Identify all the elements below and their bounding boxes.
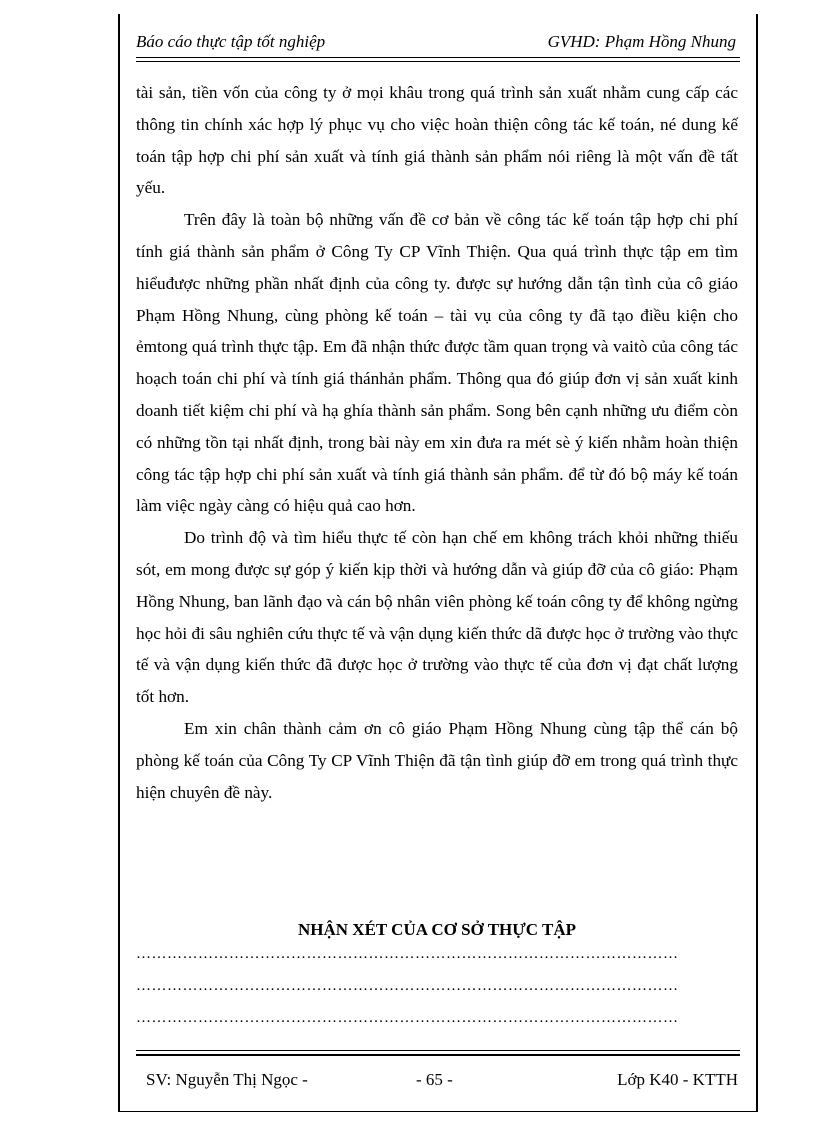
header-rule [136, 57, 740, 58]
footer-rule-thick [136, 1054, 740, 1056]
footer-class: Lớp K40 - KTTH [617, 1070, 738, 1089]
dotted-line-3: …………………………………………………………………………………………… [136, 1010, 679, 1026]
header-supervisor: GVHD: Phạm Hồng Nhung [547, 32, 736, 51]
dotted-line-1: …………………………………………………………………………………………… [136, 946, 679, 962]
paragraph-limitations: Do trình độ và tìm hiểu thực tế còn hạn chế em không trách khỏi những thiếu sót, em mong được sự góp ý kiến kịp thời và hướng dẫn và giúp đỡ của cô giáo: Phạm Hồng Nhung, ban lãnh đạo và cán bộ nhân viên phòng kế toán công ty để không ngừng học hỏi đi sâu nghiên cứu thực tế và vận dụng kiến thức dã được học ở trường vào thực tế và vận dụng kiến thức đã được học ở trường vào thực tế của đơn vị đạt chất lượng tốt hơn. [136, 528, 738, 707]
footer-page-number: - 65 - [416, 1070, 453, 1089]
paragraph-summary: Trên đây là toàn bộ những vấn đề cơ bản về công tác kế toán tập hợp chi phí tính giá thành sản phẩm ở Công Ty CP Vĩnh Thiện. Qua quá trình thực tập em tìm hiểuđược những phần nhất định của công ty. được sự hướng dẫn tận tình của cô giáo Phạm Hồng Nhung, cùng phòng kế toán – tài vụ của công ty đã tạo điều kiện cho ẻmtong quá trình thực tập. Em đã nhận thức được tầm quan trọng và vaitò của công tác hoạch toán chi phí và tính giá thánhản phẩm. Thông qua đó giúp đơn vị sản xuất kinh doanh tiết kiệm chi phí và hạ ghía thành sản phẩm. Song bên cạnh những ưu điểm còn có những tồn tại nhất định, trong bài này em xin đưa ra mét sè ý kiến nhằm hoàn thiện công tác tập hợp chi phí sản xuất và tính giá thành sản phẩm. để từ đó bộ máy kế toán làm việc ngày càng có hiệu quả cao hơn. [136, 210, 738, 516]
page-header [136, 28, 736, 58]
section-title: NHẬN XÉT CỦA CƠ SỞ THỰC TẬP [297, 920, 577, 939]
paragraph-thanks: Em xin chân thành cảm ơn cô giáo Phạm Hồng Nhung cùng tập thể cán bộ phòng kế toán của Công Ty CP Vĩnh Thiện đã tận tình giúp đỡ em trong quá trình thực hiện chuyên đề này. [136, 718, 738, 802]
header-report-title: Báo cáo thực tập tốt nghiệp [136, 32, 326, 51]
paragraph-continuation: tài sản, tiền vốn của công ty ở mọi khâu trong quá trình sản xuất nhằm cung cấp các thông tin chính xác hợp lý phục vụ cho việc hoàn thiện công tác kế toán, né dung kế toán tập hợp chi phí sản xuất và tính giá thành sản phẩm nói riêng là một vấn đề tất yếu. [136, 83, 738, 198]
footer-rule [136, 1050, 740, 1051]
body-text [136, 77, 738, 808]
header-rule-inner [136, 61, 740, 62]
page-footer [136, 1068, 738, 1098]
dotted-line-2: …………………………………………………………………………………………… [136, 978, 679, 994]
footer-student: SV: Nguyễn Thị Ngọc - [146, 1070, 308, 1089]
